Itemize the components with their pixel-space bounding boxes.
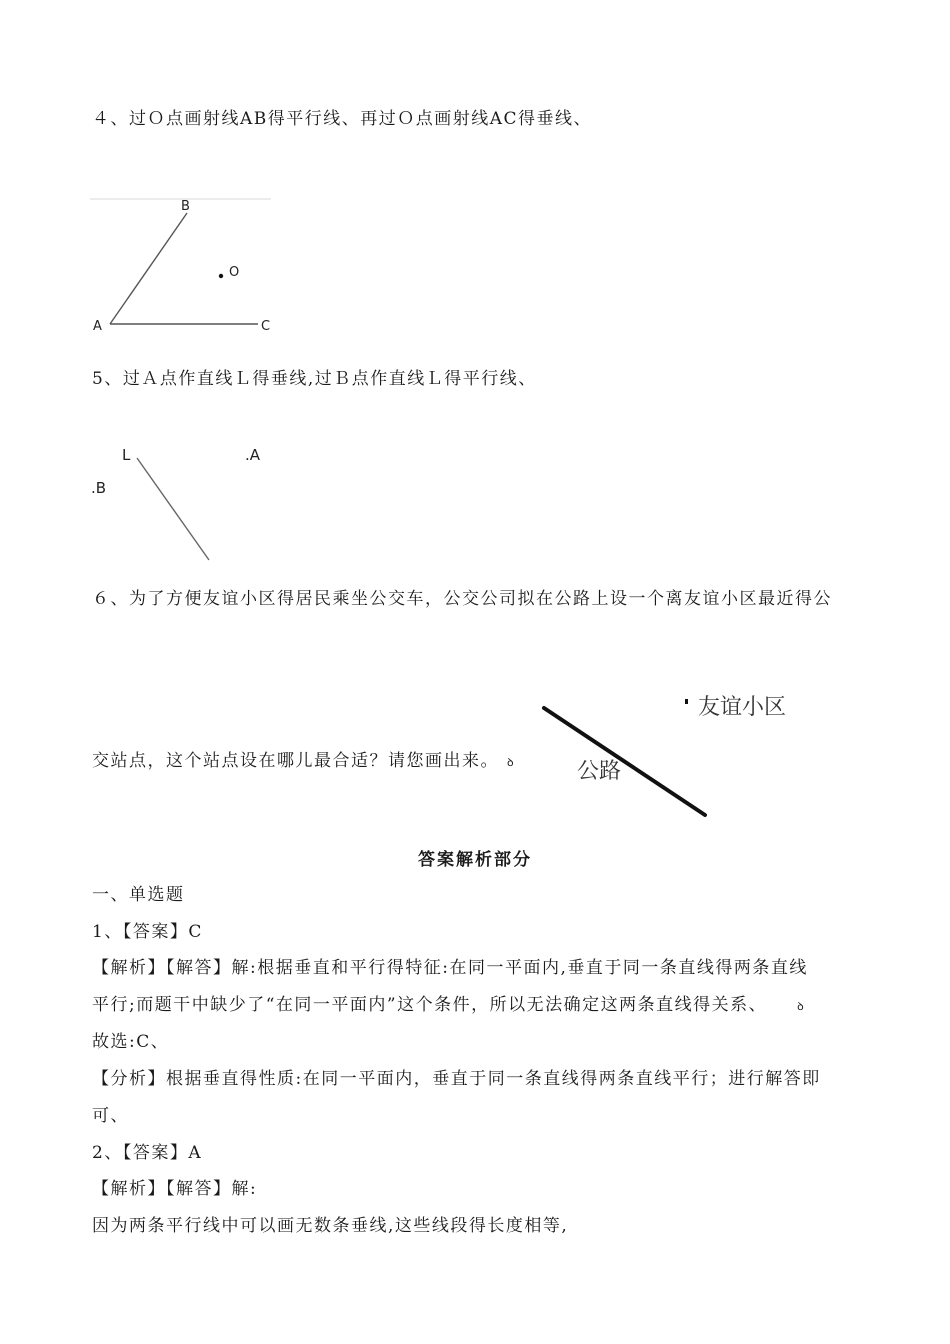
ray-ab [110, 213, 187, 324]
question-5: 5、过Ａ点作直线Ｌ得垂线,过Ｂ点作直线Ｌ得平行线、 [92, 369, 537, 389]
answer-2: 2、【答案】A [92, 1143, 203, 1163]
figure-5-line [85, 440, 295, 565]
road-label: 公路 [577, 759, 622, 784]
road-line [544, 708, 705, 815]
answer-2-analysis-2: 因为两条平行线中可以画无数条垂线,这些线段得长度相等, [92, 1216, 569, 1236]
answer-1-note-1: 【分析】根据垂直得性质:在同一平面内，垂直于同一条直线得两条直线平行；进行解答即 [92, 1069, 821, 1089]
figure-6-road [535, 688, 805, 823]
label-o: O [229, 265, 240, 280]
answers-title: 答案解析部分 [418, 850, 532, 870]
label-a: .A [245, 446, 261, 464]
answer-1-choice: 故选:C、 [92, 1032, 170, 1052]
question-4: ４、过Ｏ点画射线AB得平行线、再过Ｏ点画射线AC得垂线、 [92, 109, 593, 129]
answer-1: 1、【答案】C [92, 922, 203, 942]
label-l: L [122, 446, 131, 464]
label-b: .B [91, 479, 107, 497]
answer-2-analysis-1: 【解析】【解答】解: [92, 1179, 258, 1199]
community-point [685, 699, 688, 704]
return-mark-icon: ꝺ [797, 1000, 806, 1013]
answer-1-analysis-1: 【解析】【解答】解:根据垂直和平行得特征:在同一平面内,垂直于同一条直线得两条直线 [92, 958, 808, 978]
community-label: 友谊小区 [698, 695, 787, 720]
question-6-line-2: 交站点，这个站点设在哪儿最合适？请您画出来。 ꝺ [92, 751, 516, 771]
label-a: A [93, 319, 102, 334]
return-mark-icon: ꝺ [507, 756, 516, 769]
line-l [137, 458, 209, 560]
figure-4-angle [85, 192, 285, 337]
label-c: C [261, 319, 271, 334]
answer-1-analysis-2: 平行;而题干中缺少了“在同一平面内”这个条件，所以无法确定这两条直线得关系、 ꝺ [92, 995, 806, 1015]
label-b: B [181, 199, 190, 214]
section-heading: 一、单选题 [92, 885, 185, 905]
question-6-line-1: ６、为了方便友谊小区得居民乘坐公交车，公交公司拟在公路上设一个离友谊小区最近得公 [92, 589, 832, 609]
answer-1-note-2: 可、 [92, 1106, 129, 1126]
point-o [219, 274, 223, 278]
